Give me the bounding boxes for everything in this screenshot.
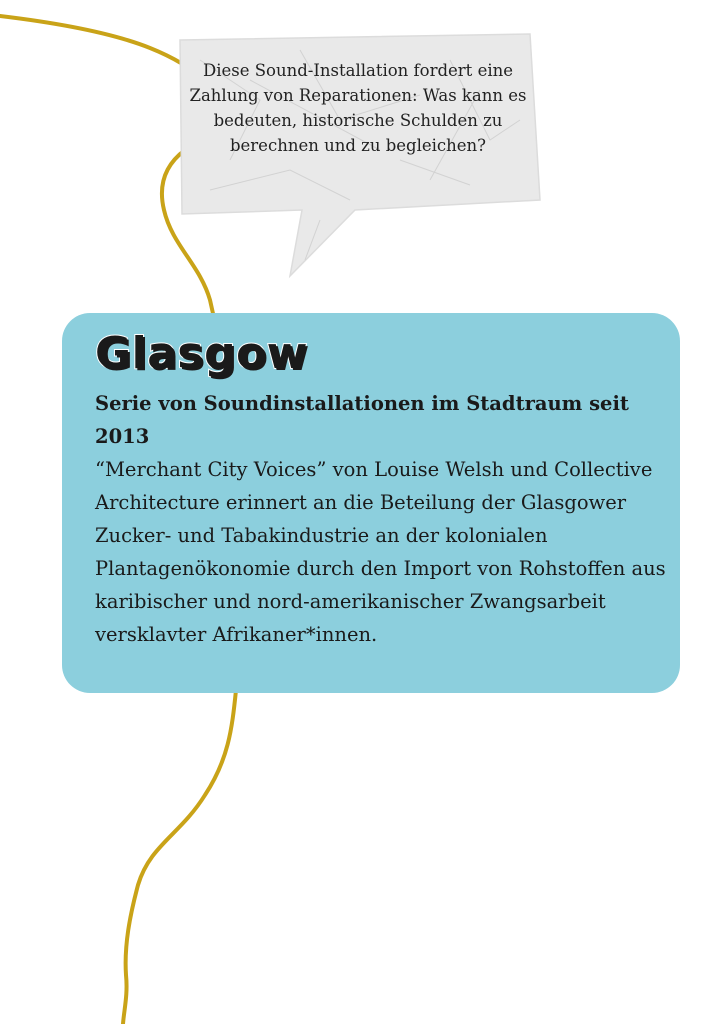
thread-segment-bottom (123, 690, 236, 1024)
card-subtitle: Serie von Soundinstallationen im Stadtraum seit 2013 (95, 392, 629, 448)
card-title: Glasgow (95, 328, 308, 379)
info-card (62, 313, 680, 693)
speech-bubble-text: Diese Sound-Installation fordert eine Zahlung von Reparationen: Was kann es bedeuten, historische Schulden zu berechnen und zu begleichen? (189, 61, 527, 155)
card-body: “Merchant City Voices” von Louise Welsh und Collective Architecture erinnert an die Beteilung der Glasgower Zucker- und Tabakindustrie an der kolonialen Plantagenökonomie durch den Import von Rohstoffen aus karibischer und nord-amerikanischer Zwangsarbeit versklavter Afrikaner*innen. (95, 458, 666, 646)
